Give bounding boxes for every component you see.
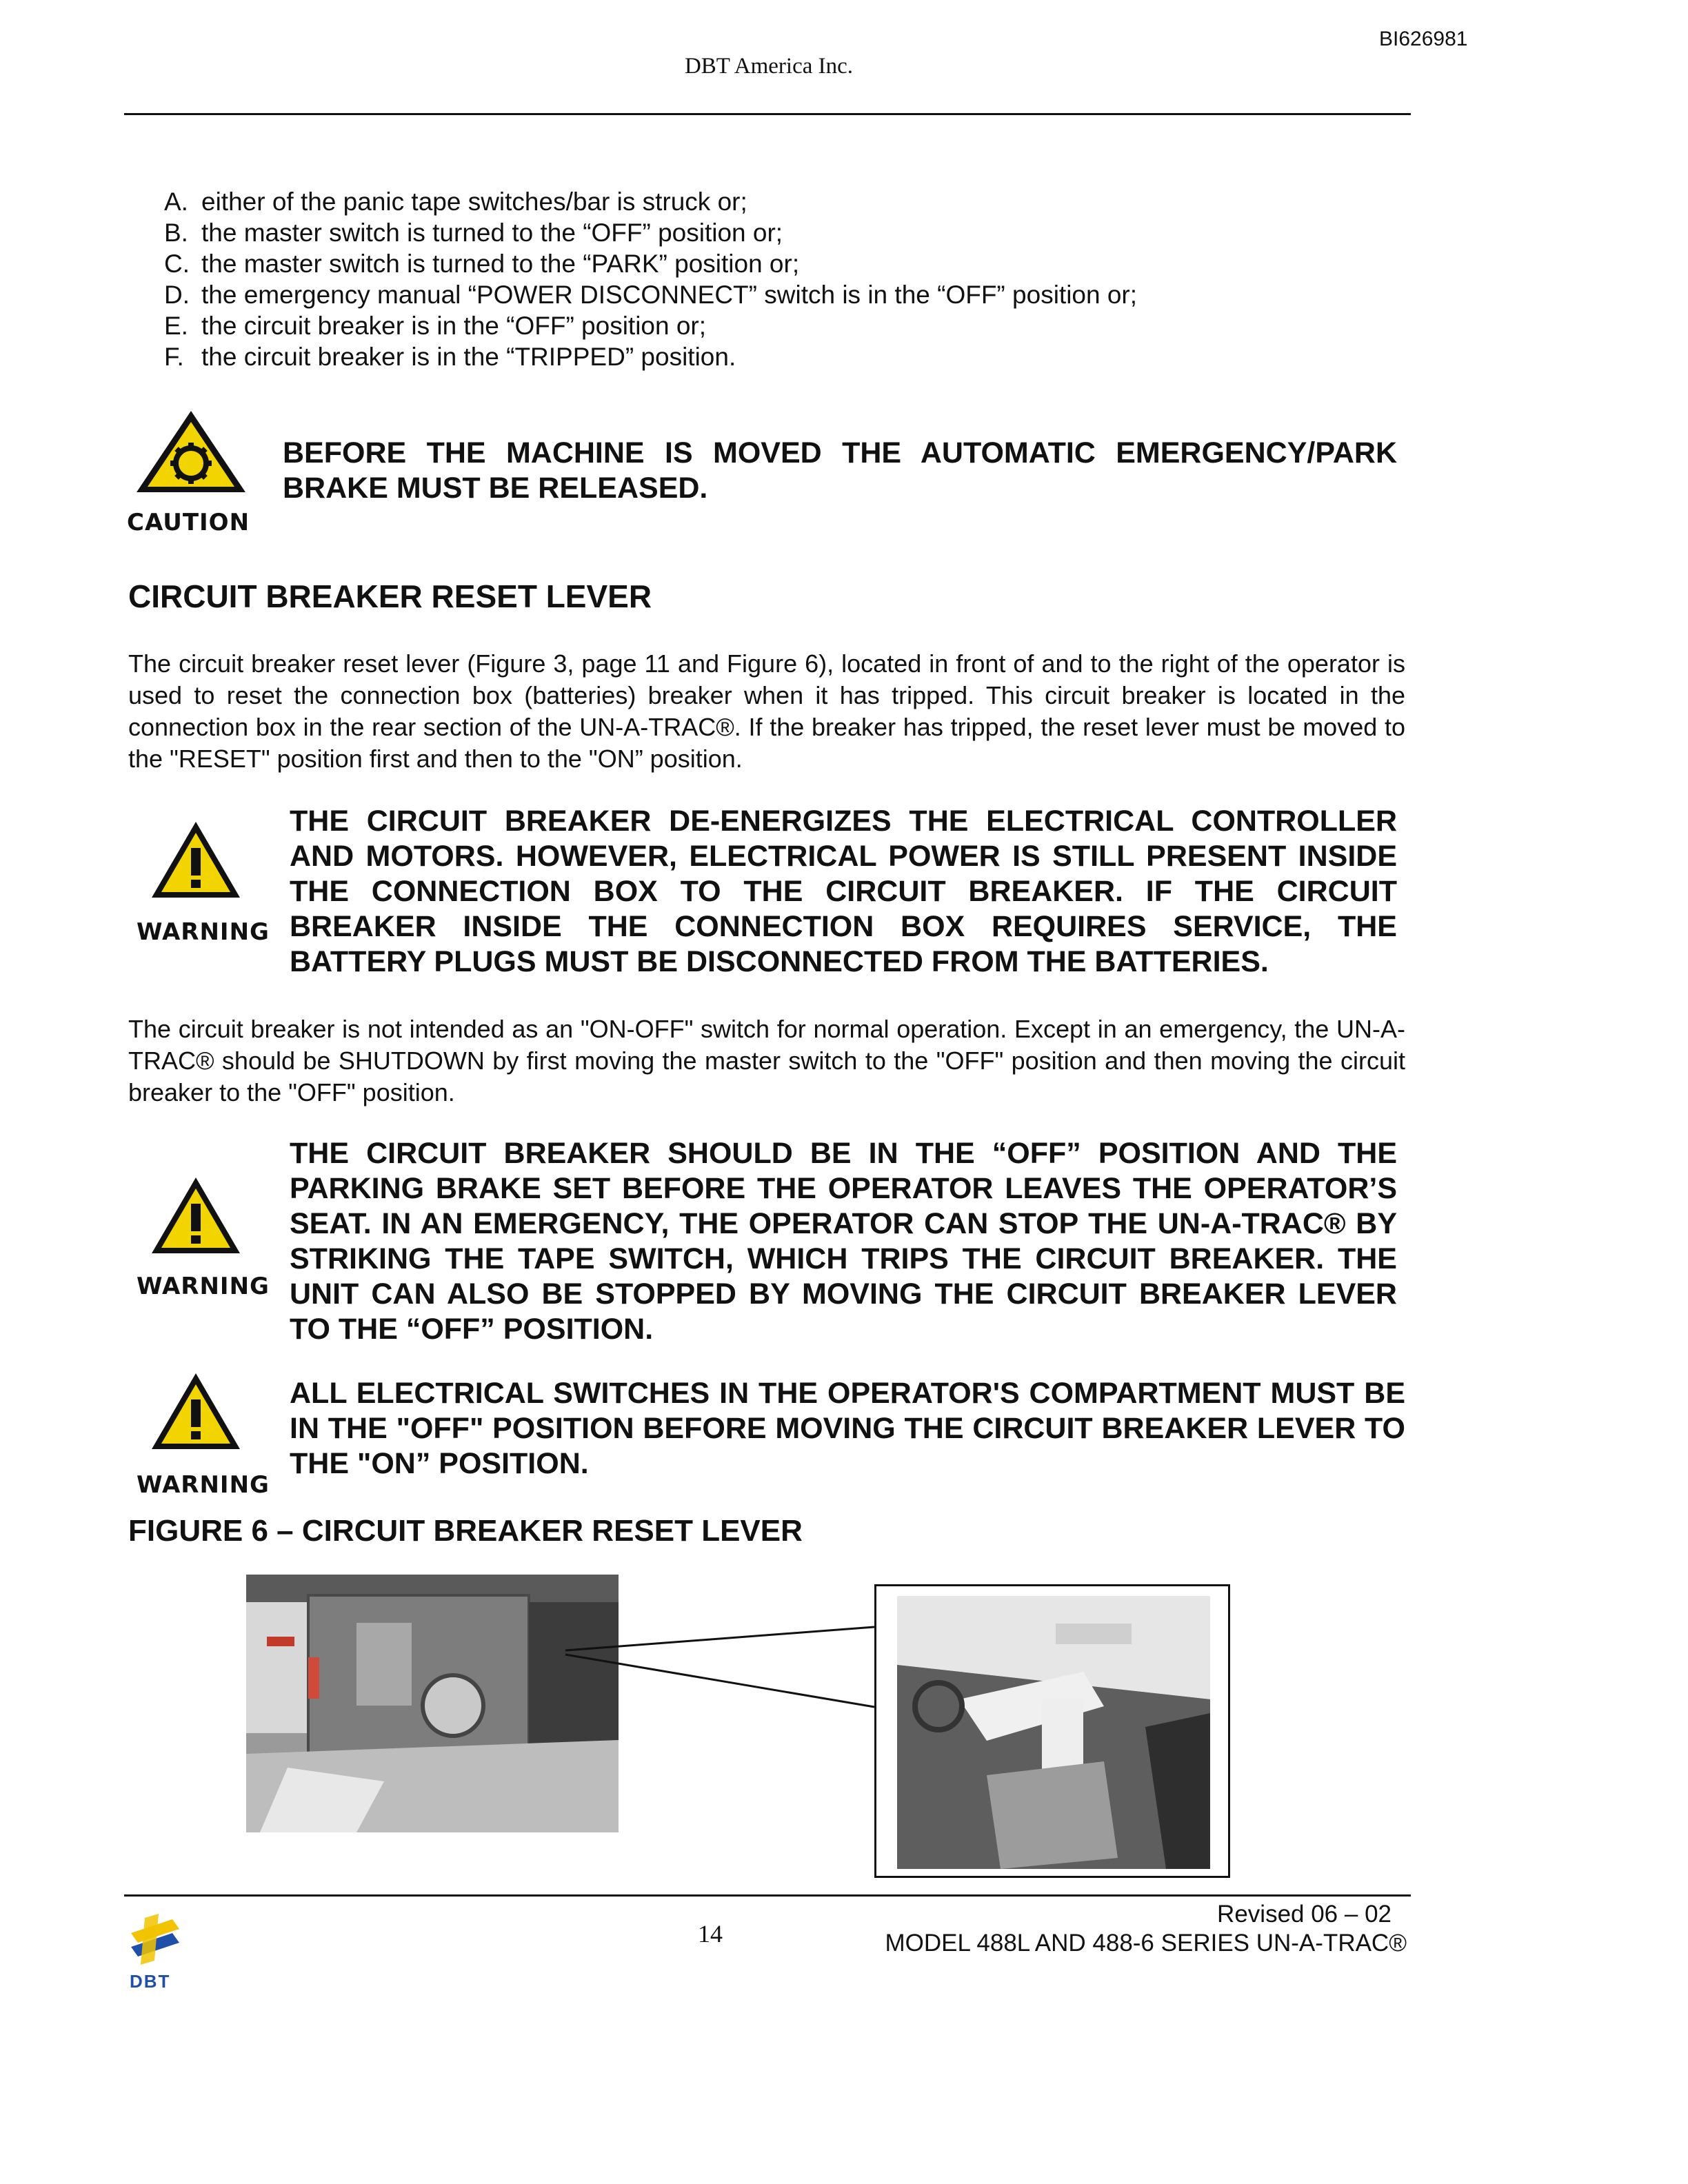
warning-triangle-icon xyxy=(149,819,243,900)
document-id: BI626981 xyxy=(1379,28,1468,50)
model-name: MODEL 488L AND 488-6 SERIES UN-A-TRAC® xyxy=(885,1930,1407,1957)
caution-label: CAUTION xyxy=(127,509,250,536)
breaker-closeup-frame xyxy=(874,1584,1230,1878)
warning-text: ALL ELECTRICAL SWITCHES IN THE OPERATOR'S COMPARTMENT MUST BE IN THE "OFF" POSITION BEFORE MOVING THE CIRCUIT BREAKER LEVER TO THE "ON” POSITION. xyxy=(290,1377,1405,1480)
condition-list xyxy=(164,186,1405,372)
caution-gear-icon xyxy=(132,407,250,496)
caution-text: BEFORE THE MACHINE IS MOVED THE AUTOMATIC EMERGENCY/PARK BRAKE MUST BE RELEASED. xyxy=(283,436,1397,505)
list-item: E. the circuit breaker is in the “OFF” position or; xyxy=(164,312,707,340)
callout-lines xyxy=(538,1620,883,1730)
dbt-logo-icon xyxy=(124,1912,186,1968)
footer-rule xyxy=(124,1894,1411,1897)
warning-triangle-icon xyxy=(149,1175,243,1256)
warning-text: THE CIRCUIT BREAKER SHOULD BE IN THE “OFF” POSITION AND THE PARKING BRAKE SET BEFORE THE OPERATOR LEAVES THE OPERATOR’S SEAT. IN AN EMERGENCY, THE OPERATOR CAN STOP THE UN-A-TRAC® BY STRIKING THE TAPE SWITCH, WHICH TRIPS THE CIRCUIT BREAKER. THE UNIT CAN ALSO BE STOPPED BY MOVING THE CIRCUIT BREAKER LEVER TO THE “OFF” POSITION. xyxy=(290,1137,1397,1346)
warning-label: WARNING xyxy=(137,918,270,946)
list-item: D. the emergency manual “POWER DISCONNECT” switch is in the “OFF” position or; xyxy=(164,281,1138,309)
page-number: 14 xyxy=(698,1920,723,1948)
paragraph-shutdown: The circuit breaker is not intended as an "ON-OFF" switch for normal operation. Except in an emergency, the UN-A-TRAC® should be SHUTDOWN by first moving the master switch to the "OFF" position and then moving the circuit breaker to the "OFF" position. xyxy=(128,1015,1405,1106)
list-item: C. the master switch is turned to the “PARK” position or; xyxy=(164,250,800,278)
warning-triangle-icon xyxy=(149,1371,243,1452)
list-item: A. either of the panic tape switches/bar is struck or; xyxy=(164,188,747,216)
company-header: DBT America Inc. xyxy=(684,54,854,79)
list-item: B. the master switch is turned to the “OFF” position or; xyxy=(164,219,783,247)
warning-text: THE CIRCUIT BREAKER DE-ENERGIZES THE ELECTRICAL CONTROLLER AND MOTORS. HOWEVER, ELECTRICAL POWER IS STILL PRESENT INSIDE THE CONNECTION BOX TO THE CIRCUIT BREAKER. IF THE CIRCUIT BREAKER INSIDE THE CONNECTION BOX REQUIRES SERVICE, THE BATTERY PLUGS MUST BE DISCONNECTED FROM THE BATTERIES. xyxy=(290,805,1397,978)
logo-text: DBT xyxy=(130,1971,171,1992)
section-title: CIRCUIT BREAKER RESET LEVER xyxy=(128,578,652,614)
figure-title: FIGURE 6 – CIRCUIT BREAKER RESET LEVER xyxy=(128,1514,803,1548)
warning-label: WARNING xyxy=(137,1273,270,1300)
warning-label: WARNING xyxy=(137,1471,270,1499)
revision-date: Revised 06 – 02 xyxy=(1217,1901,1391,1928)
paragraph-reset-lever: The circuit breaker reset lever (Figure 3, page 11 and Figure 6), located in front of and to the right of the operator is used to reset the connection box (batteries) breaker when it has tripped. This circuit breaker is located in the connection box in the rear section of the UN-A-TRAC®. If the breaker has tripped, the reset lever must be moved to the "RESET" position first and then to the "ON” position. xyxy=(128,649,1405,773)
header-rule xyxy=(124,113,1411,115)
dbt-logo xyxy=(124,1912,186,1992)
breaker-closeup-photo xyxy=(897,1596,1210,1869)
list-item: F. the circuit breaker is in the “TRIPPED” position. xyxy=(164,343,736,371)
